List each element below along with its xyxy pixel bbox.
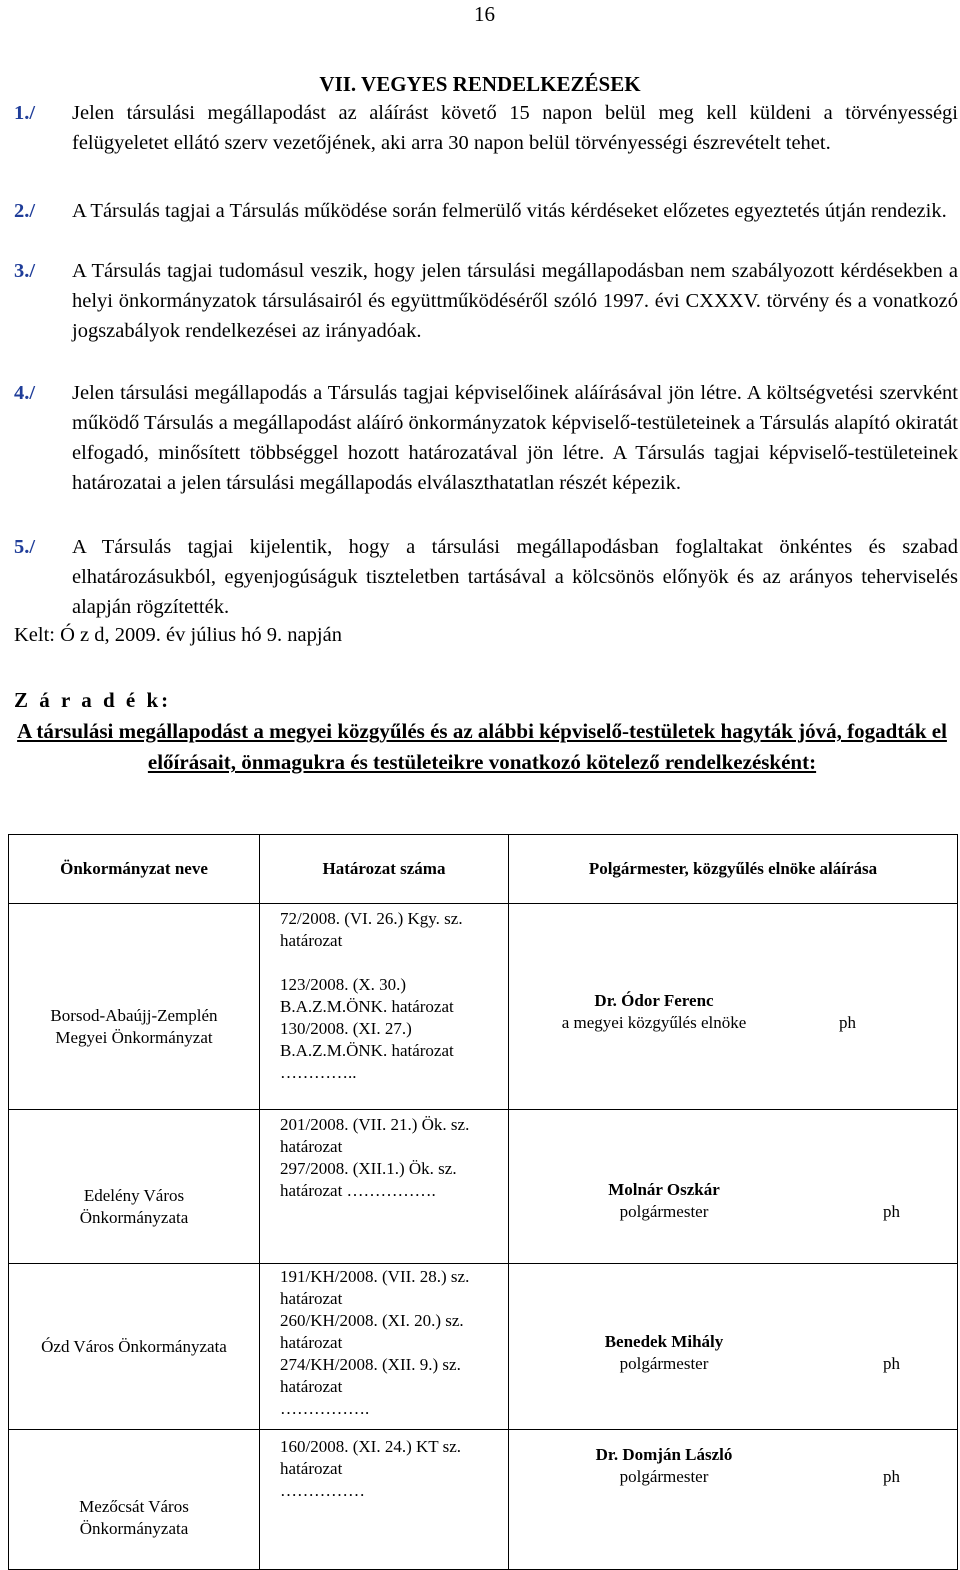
item-text: A Társulás tagjai kijelentik, hogy a társulási megállapodásban foglaltakat önkéntes és szabad elhatározásukból, egyenjogúságuk tiszteletben tartásával a kölcsönös előnyök és az arányos teherviselés alapján rögzítették. bbox=[72, 536, 958, 618]
municipality-name: Ózd Város Önkormányzata bbox=[9, 1264, 260, 1430]
signature-cell bbox=[509, 1110, 958, 1264]
item-number: 4./ bbox=[14, 382, 36, 404]
signer-name: Dr. Ódor Ferenc bbox=[594, 990, 714, 1010]
signature-cell bbox=[509, 1430, 958, 1570]
signer-role: a megyei közgyűlés elnöke bbox=[561, 1012, 747, 1032]
stamp-placeholder: ph bbox=[883, 1353, 900, 1373]
signer-name: Dr. Domján László bbox=[595, 1445, 733, 1464]
resolution-cell: 72/2008. (VI. 26.) Kgy. sz. határozat 123/2008. (X. 30.) B.A.Z.M.ÖNK. határozat 130/2008. (XI. 27.) B.A.Z.M.ÖNK. határozat ………….. bbox=[260, 904, 509, 1110]
resolution-cell: 191/KH/2008. (VII. 28.) sz. határozat 260/KH/2008. (XI. 20.) sz. határozat 274/KH/2008. (XII. 9.) sz. határozat ……………. bbox=[260, 1264, 509, 1430]
municipality-name: Mezőcsát Város Önkormányzata bbox=[9, 1430, 260, 1570]
table-row bbox=[9, 1264, 958, 1430]
header-name: Önkormányzat neve bbox=[9, 835, 260, 904]
list-item bbox=[14, 532, 958, 622]
signer-name: Molnár Oszkár bbox=[608, 1179, 720, 1199]
item-number: 2./ bbox=[14, 200, 36, 222]
item-text: A Társulás tagjai a Társulás működése során felmerülő vitás kérdéseket előzetes egyeztetés útján rendezik. bbox=[72, 200, 947, 222]
clause-label: Z á r a d é k: bbox=[14, 688, 172, 712]
resolution-cell: 160/2008. (XI. 24.) KT sz. határozat …………… bbox=[260, 1430, 509, 1570]
resolution-cell: 201/2008. (VII. 21.) Ök. sz. határozat 297/2008. (XII.1.) Ök. sz. határozat ……………. bbox=[260, 1110, 509, 1264]
section-title: VII. VEGYES RENDELKEZÉSEK bbox=[319, 72, 641, 96]
clause-text-content: A társulási megállapodást a megyei közgyűlés és az alábbi képviselő-testületek hagyták jóvá, fogadták el előírásait, önmagukra és testületeikre vonatkozó kötelező rendelkezésként: bbox=[17, 719, 947, 774]
header-signature: Polgármester, közgyűlés elnöke aláírása bbox=[509, 835, 958, 904]
list-item bbox=[14, 378, 958, 498]
municipality-name: Borsod-Abaújj-Zemplén Megyei Önkormányzat bbox=[9, 904, 260, 1110]
item-number: 3./ bbox=[14, 260, 36, 282]
municipality-name: Edelény Város Önkormányzata bbox=[9, 1110, 260, 1264]
stamp-placeholder: ph bbox=[839, 1012, 856, 1032]
signer-role: polgármester bbox=[619, 1201, 709, 1221]
list-item bbox=[14, 98, 958, 158]
table-row bbox=[9, 1110, 958, 1264]
page-number: 16 bbox=[474, 2, 495, 26]
signature-cell bbox=[509, 904, 958, 1110]
signer-name: Benedek Mihály bbox=[604, 1331, 724, 1351]
signature-cell bbox=[509, 1264, 958, 1430]
clause-text bbox=[10, 716, 954, 778]
stamp-placeholder: ph bbox=[883, 1201, 900, 1221]
table-header-row bbox=[9, 835, 958, 904]
list-item bbox=[14, 196, 958, 226]
list-item bbox=[14, 256, 958, 346]
item-number: 5./ bbox=[14, 536, 36, 558]
signer-role: polgármester bbox=[619, 1467, 709, 1486]
approval-table bbox=[8, 834, 958, 1570]
date-place-line: Kelt: Ó z d, 2009. év július hó 9. napján bbox=[14, 624, 342, 646]
header-resolution: Határozat száma bbox=[260, 835, 509, 904]
item-text: Jelen társulási megállapodás a Társulás tagjai képviselőinek aláírásával jön létre. A költségvetési szervként működő Társulás a megállapodást aláíró önkormányzatok képviselő-testületeinek a Társulás alapító okiratát elfogadó, minősített többséggel hozott határozatával jön létre. A Társulás tagjai képviselő-testületeinek határozatai a jelen társulási megállapodás elválaszthatatlan részét képezik. bbox=[72, 382, 958, 494]
table-row bbox=[9, 1430, 958, 1570]
item-number: 1./ bbox=[14, 102, 36, 124]
table-row bbox=[9, 904, 958, 1110]
item-text: Jelen társulási megállapodást az aláírást követő 15 napon belül meg kell küldeni a törvényességi felügyeletet ellátó szerv vezetőjének, aki arra 30 napon belül törvényességi észrevételt tehet. bbox=[72, 102, 958, 154]
signer-role: polgármester bbox=[619, 1353, 709, 1373]
item-text: A Társulás tagjai tudomásul veszik, hogy jelen társulási megállapodásban nem szabályozott kérdésekben a helyi önkormányzatok társulásairól és együttműködéséről szóló 1997. évi CXXXV. törvény és a vonatkozó jogszabályok rendelkezései az irányadóak. bbox=[72, 260, 958, 342]
stamp-placeholder: ph bbox=[883, 1467, 900, 1486]
